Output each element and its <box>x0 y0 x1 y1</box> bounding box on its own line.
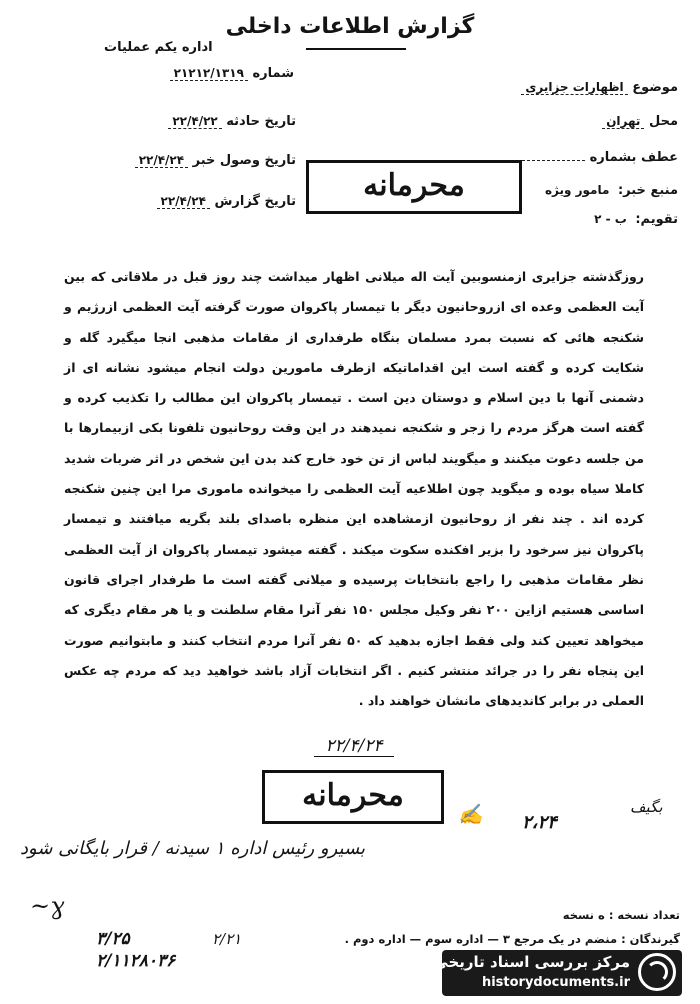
report-date-row <box>96 194 296 209</box>
side-note-date: ۲،۲۴ <box>522 812 557 833</box>
handwritten-file-number: ۳/۲۵ ۲/۱۱۲۸۰۳۶ <box>96 929 176 971</box>
place-row <box>440 114 678 129</box>
report-date-value: ۲۲/۴/۲۴ <box>157 194 210 209</box>
watermark-text-fa: مرکز بررسی اسناد تاریخی <box>433 953 630 971</box>
confidential-stamp-top: محرمانه <box>306 160 522 214</box>
copies-row <box>430 908 680 922</box>
followup-label: عطف بشماره <box>589 150 678 165</box>
event-date-row <box>96 114 296 129</box>
report-number-row <box>64 66 294 81</box>
confidential-stamp-bottom: محرمانه <box>262 770 444 824</box>
report-date-label: تاریخ گزارش <box>214 194 296 209</box>
handwritten-scribble-left: ~ɣ <box>30 892 65 920</box>
subject-label: موضوع <box>632 80 678 95</box>
subject-value: اظهارات جزایری <box>521 80 627 95</box>
report-body <box>64 262 644 716</box>
report-body-paragraph: روزگذشته جزایری ازمنسوبین آیت اله میلانی اظهار میداشت چند روز قبل در ملاقاتی که بین آیت العظمی وعده ای ازروحانیون دیگر با تیمسار پاکروان صورت گرفته آیت العظمی ازرژیم و شکنجه هائی که نسبت بمرد مسلمان بنگاه طرفداری از مقامات مذهبی انجا میگیرد گله و شکایت کرده و گفته است این اقداماتیکه ازطرف مامورین دولت انجام میشود نشانه ای از دشمنی آنها با دین اسلام و دوستان دین است . تیمسار پاکروان این مطالب را تکذیب کرده و گفته است هرگز مردم را زجر و شکنجه نمیدهند در این وقت روحانیون تلفونا بکی ازبیمارها با من جلسه دعوت میکنند و میگویند لباس از تن خود خارج کند بدن این شخص در اثر ضربات شدید کاملا سیاه بوده و میگوید چون اطلاعیه آیت العظمی را میخوانده ماموری مرا این چنین شکنجه کرده اند . چند نفر از روحانیون ازمشاهده این منظره باصدای بلند بگریه میافتند و تیمسار پاکروان نیز سرخود را بزیر افکنده سکوت میکند . گفته میشود تیمسار پاکروان از آیت العظمی نظر مقامات مذهبی را راجع بانتخابات پرسیده و میلانی گفته است ما طرفدار اجرای قانون اساسی هستیم ازاین ۲۰۰ نفر وکیل مجلس ۱۵۰ نفر آنرا مقام سلطنت و یا هر مقام دیگری که میخواهد تعیین کند ولی فقط اجازه بدهید که ۵۰ نفر آنرا مردم انتخاب کنند و مابتوانیم صورت این پنجاه نفر را در جرائد منتشر کنیم . اگر انتخابات آزاد باشد خواهید دید که مردم چه عکس العملی در برابر کاندیدهای مانشان خواهند داد . <box>64 269 645 709</box>
assessment-value: ب - ۲ <box>594 212 627 226</box>
copies-value: ه نسخه <box>562 908 605 922</box>
subject-row <box>440 80 678 95</box>
event-date-value: ۲۲/۴/۲۲ <box>168 114 221 129</box>
watermark-text-en: historydocuments.ir <box>481 975 630 990</box>
handwritten-initials: ۲/۲۱ <box>212 930 242 948</box>
copies-label: تعداد نسخه : <box>608 908 680 922</box>
distribution-list: گیرندگان : منضم در یک مرجع ۳ — اداره سوم — اداره دوم . <box>344 932 680 946</box>
report-number-value: ۲۱۲۱۲/۱۳۱۹ <box>170 66 248 81</box>
report-title: گزارش اطلاعات داخلی <box>225 14 475 39</box>
received-date-label: تاریخ وصول خبر <box>192 153 296 168</box>
source-label: منبع خبر: <box>617 183 678 198</box>
handwritten-side-right: بگیف <box>630 798 663 816</box>
signature-date: ۲۲/۴/۲۴ <box>314 736 394 757</box>
department-label: اداره یکم عملیات <box>104 40 213 55</box>
signature-scribble: ✍ <box>458 802 483 826</box>
report-number-label: شماره <box>252 66 294 81</box>
title-underline <box>306 48 406 50</box>
assessment-label: تقویم: <box>635 212 678 227</box>
event-date-label: تاریخ حادثه <box>226 114 296 129</box>
source-value: مامور ویژه <box>544 183 610 197</box>
handwritten-referral: بسیرو رئیس اداره ۱ سیدنه / قرار بایگانی شود <box>20 838 366 859</box>
assessment-row <box>440 212 678 227</box>
watermark-swirl-icon <box>646 961 668 983</box>
received-date-value: ۲۲/۴/۲۴ <box>135 153 188 168</box>
place-value: تهران <box>602 114 644 129</box>
place-label: محل <box>648 114 678 129</box>
received-date-row <box>96 153 296 168</box>
